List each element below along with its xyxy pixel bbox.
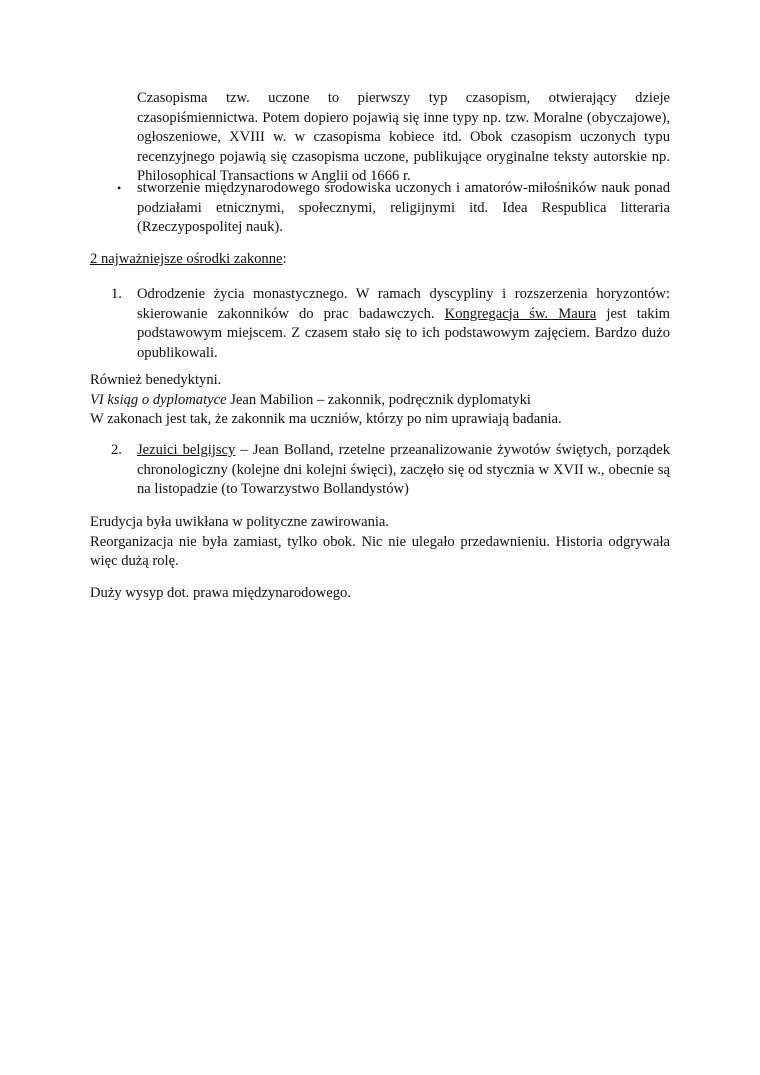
item-text-before: Odrodzenie życia monastycznego. W ramach dyscypliny i rozszerzenia horyzontów: skierowanie zakonników do prac badawczych. xyxy=(137,286,670,322)
bullet-text: stworzenie międzynarodowego środowiska uczonych i amatorów-miłośników nauk ponad podziałami etnicznymi, społecznymi, religijnymi itd. Idea Respublica litteraria (Rzeczypospolitej nauk). xyxy=(137,180,670,235)
item-text-after: jest takim podstawowym miejscem. Z czasem stało się to ich podstawowym zajęciem. Bardzo dużo opublikowali. xyxy=(137,305,670,361)
item-text xyxy=(137,285,670,363)
intro-paragraph: Czasopisma tzw. uczone to pierwszy typ czasopism, otwierający dzieje czasopiśmiennictwa. Potem dopiero pojawią się inne typy np. tzw. Moralne (obyczajowe), ogłoszeniowe, XVIII w. w czasopisma kobiece itd. Obok czasopism uczonych typu recenzyjnego pojawią się czasopisma uczone, publikujące oryginalne teksty autorskie np. Philosophical Transactions w Anglii od 1666 r. xyxy=(137,90,670,184)
erudition-block xyxy=(90,513,670,572)
benedictines-line-2 xyxy=(90,391,670,411)
benedictines-line-2-rest: Jean Mabilion – zakonnik, podręcznik dyplomatyki xyxy=(226,391,531,408)
item-number: 1. xyxy=(111,286,122,302)
erudition-line-1: Erudycja była uwikłana w polityczne zawirowania. xyxy=(90,514,390,530)
section-heading-suffix: : xyxy=(282,251,287,267)
section-heading-text: 2 najważniejsze ośrodki zakonne xyxy=(90,251,283,267)
item-number: 2. xyxy=(111,442,122,458)
benedictines-line-3: W zakonach jest tak, że zakonnik ma uczniów, którzy po nim uprawiają badania. xyxy=(90,411,562,427)
closing-line: Duży wysyp dot. prawa międzynarodowego. xyxy=(90,585,351,601)
item-text-underlined: Jezuici belgijscy xyxy=(137,442,236,458)
item-text xyxy=(137,441,670,500)
benedictines-line-1: Również benedyktyni. xyxy=(90,372,222,388)
bullet-glyph: • xyxy=(117,181,122,195)
section-heading xyxy=(90,250,670,270)
book-title: VI ksiąg o dyplomatyce xyxy=(90,391,227,408)
item-text-after: – Jean Bolland, rzetelne przeanalizowanie żywotów świętych, porządek chronologiczny (kolejne dni kolejni święci), zaczęło się od stycznia w XVII w., obecnie są na listopadzie (to Towarzystwo Bollandystów) xyxy=(137,442,670,497)
benedictines-block xyxy=(90,371,670,430)
item-text-underlined: Kongregacja św. Maura xyxy=(444,305,597,322)
erudition-line-2: Reorganizacja nie była zamiast, tylko obok. Nic nie ulegało przedawnieniu. Historia odgrywała więc dużą rolę. xyxy=(90,533,670,569)
